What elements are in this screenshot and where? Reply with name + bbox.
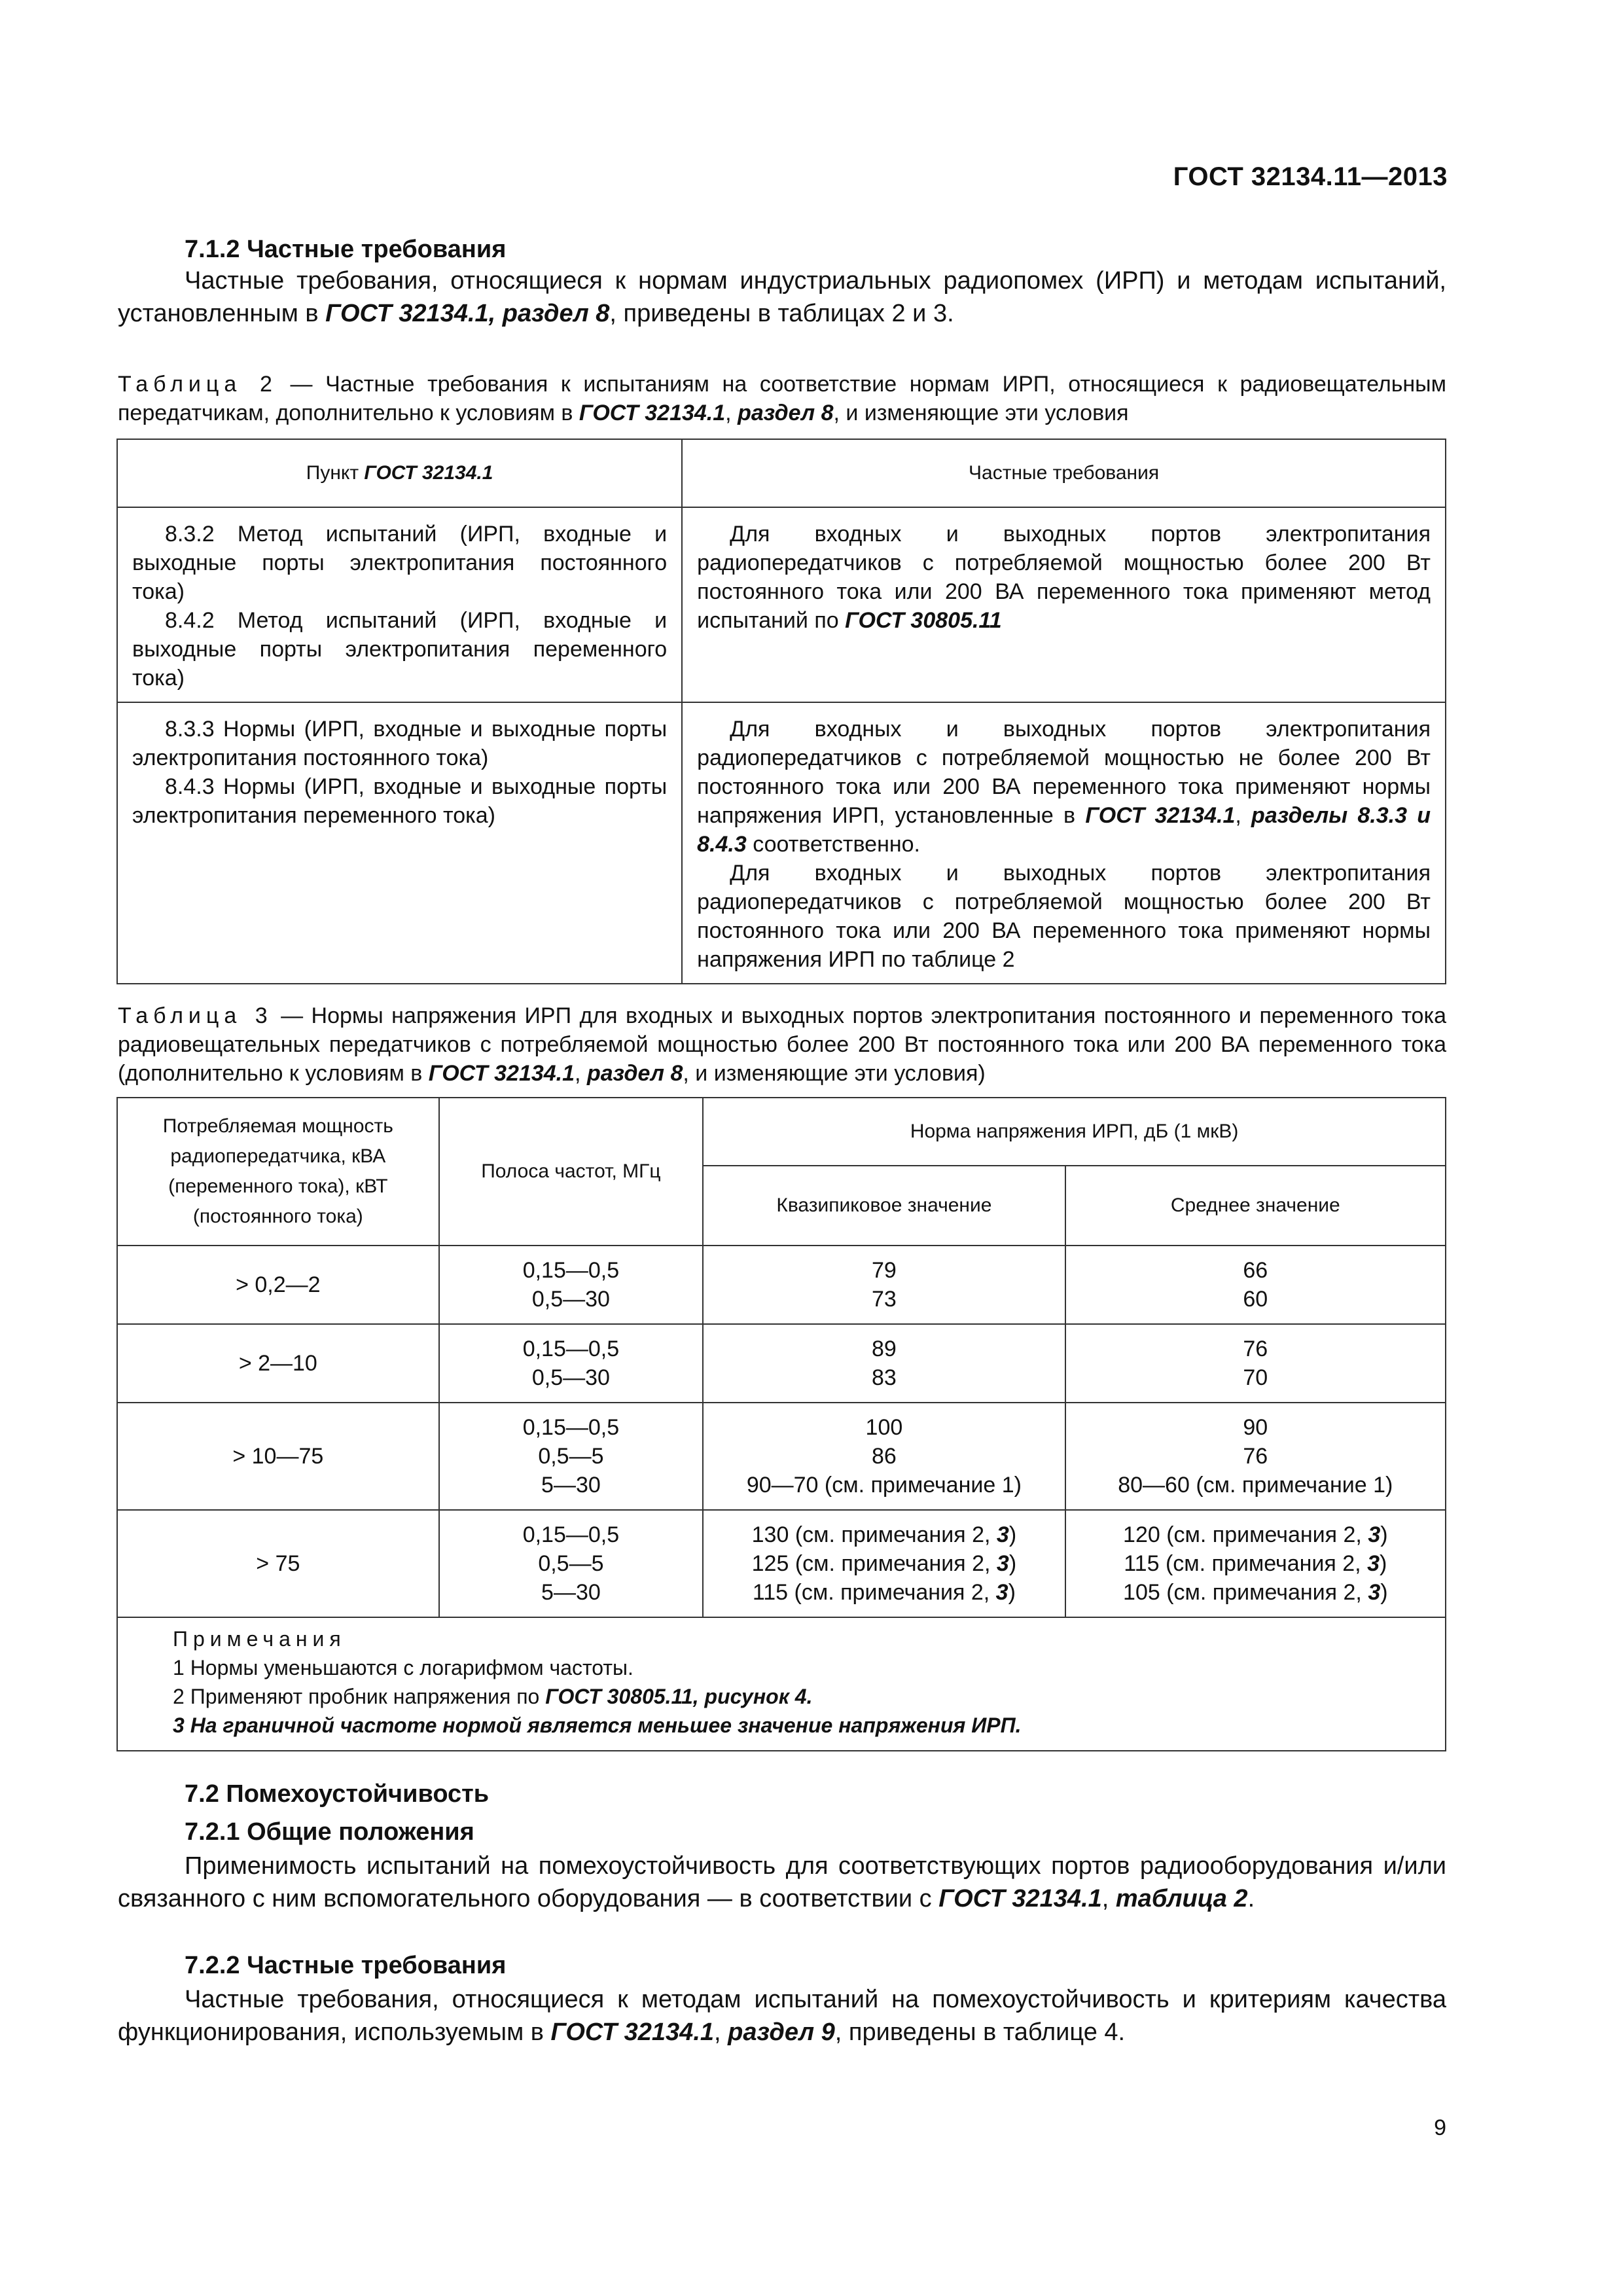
table-row [117, 1403, 1446, 1510]
caption-text: — Частные требования к испытаниям на соответствие нормам ИРП, относящиеся к радиовещательным передатчикам, дополнительно к условиям в [118, 372, 1446, 425]
cell-line [1073, 1520, 1438, 1549]
reference: ГОСТ 32134.1 [428, 1061, 575, 1086]
table-row [117, 1324, 1446, 1403]
cell-line: 5—30 [541, 1473, 601, 1498]
note-ref: 3 [995, 1580, 1008, 1605]
cell-text: 8.3.3 Нормы (ИРП, входные и выходные порты электропитания постоянного тока) [132, 717, 668, 770]
notes-title: Примечания [173, 1627, 346, 1651]
value: 115 [1124, 1551, 1160, 1576]
table-cell-average [1065, 1403, 1446, 1510]
reference: ГОСТ 32134.1 [1085, 803, 1236, 828]
cell-line: 0,15—0,5 [522, 1522, 620, 1547]
table-row [117, 702, 1446, 984]
paragraph-text: Применимость испытаний на помехоустойчивость для соответствующих портов радиооборудования и/или связанного с ним вспомогательного оборудования — в соответствии с [118, 1852, 1446, 1912]
caption-text: — Нормы напряжения ИРП для входных и выходных портов электропитания постоянного и переменного тока радиовещательных передатчиков с потребляемой мощностью более 200 Вт постоянного тока или 200 ВА переменного тока (дополнительно к условиям в [118, 1003, 1446, 1086]
cell-line [710, 1549, 1058, 1578]
cell-line: 89 [871, 1336, 897, 1361]
note-ref: 3 [1368, 1522, 1381, 1547]
section-heading-7-2-1: 7.2.1 Общие положения [185, 1818, 474, 1846]
table-cell-power: > 10—75 [117, 1403, 439, 1510]
paragraph-text: , [714, 2018, 728, 2046]
reference: раздел 8 [586, 1061, 683, 1086]
column-header-clause [117, 439, 682, 507]
table-header-row [117, 1098, 1446, 1166]
caption-text: , [725, 401, 738, 425]
cell-line [1073, 1578, 1438, 1607]
paragraph-text: , [1101, 1885, 1116, 1912]
column-header-requirements: Частные требования [682, 439, 1446, 507]
table-2-caption [118, 370, 1446, 427]
note-text: 2 Применяют пробник напряжения по [173, 1685, 546, 1708]
cell-text-part: Для входных и выходных портов электропитания радиопередатчиков с потребляемой мощностью не более 200 Вт постоянного тока или 200 ВА переменного тока применяют нормы напряжения ИРП, установленные в [697, 717, 1431, 828]
table-cell-quasipeak [703, 1324, 1065, 1403]
table-cell-power: > 2—10 [117, 1324, 439, 1403]
caption-text: , и изменяющие эти условия [833, 401, 1129, 425]
paragraph-text: , приведены в таблицах 2 и 3. [609, 300, 954, 327]
value: 120 [1123, 1522, 1160, 1547]
table-cell-clause [117, 507, 682, 702]
note-text: ) [1379, 1551, 1387, 1576]
table-cell-power: > 75 [117, 1510, 439, 1617]
cell-line: 90—70 (см. примечание 1) [746, 1473, 1022, 1498]
table-3 [116, 1097, 1446, 1751]
section-heading-7-1-2: 7.1.2 Частные требования [185, 236, 507, 263]
note-text: ) [1008, 1551, 1017, 1576]
table-cell-clause [117, 702, 682, 984]
cell-line: 83 [871, 1365, 897, 1390]
cell-line: 0,15—0,5 [522, 1336, 620, 1361]
column-header-average: Среднее значение [1065, 1166, 1446, 1246]
paragraph-text: . [1247, 1885, 1255, 1912]
note-ref: 3 [1368, 1580, 1381, 1605]
table-cell-band [439, 1246, 704, 1324]
cell-text: 8.4.3 Нормы (ИРП, входные и выходные порты электропитания переменного тока) [132, 774, 668, 828]
reference: разделы 8.3.3 и 8.4.3 [697, 803, 1431, 857]
table-row [117, 1246, 1446, 1324]
table-cell-quasipeak [703, 1246, 1065, 1324]
cell-text [697, 715, 1431, 859]
note-text: (см. примечания 2, [1166, 1522, 1368, 1547]
cell-line: 0,15—0,5 [522, 1258, 620, 1283]
reference: ГОСТ 32134.1, раздел 8 [325, 300, 610, 327]
reference: ГОСТ 32134.1 [579, 401, 726, 425]
note-1: 1 Нормы уменьшаются с логарифмом частоты. [173, 1656, 633, 1679]
cell-line: 66 [1243, 1258, 1268, 1283]
cell-line: 0,5—5 [538, 1551, 604, 1576]
reference: ГОСТ 30805.11 [845, 608, 1002, 633]
table-cell-quasipeak [703, 1403, 1065, 1510]
cell-text-part: , [1235, 803, 1252, 828]
table-cell-average [1065, 1510, 1446, 1617]
note-ref: 3 [996, 1551, 1009, 1576]
caption-text: , и изменяющие эти условия) [683, 1061, 986, 1086]
note-ref: 3 [996, 1522, 1009, 1547]
table-cell-band [439, 1510, 704, 1617]
document-id-header: ГОСТ 32134.11—2013 [1173, 162, 1448, 191]
reference: ГОСТ 32134.1 [938, 1885, 1102, 1912]
cell-text-part: соответственно. [746, 832, 920, 857]
note-text: (см. примечания 2, [1165, 1551, 1368, 1576]
table-label: Таблица 3 [118, 1003, 273, 1028]
reference: таблица 2 [1115, 1885, 1248, 1912]
table-label: Таблица 2 [118, 372, 277, 397]
cell-text-part: Для входных и выходных портов электропитания радиопередатчиков с потребляемой мощностью более 200 Вт постоянного тока или 200 ВА переменного тока применяют метод испытаний по [697, 522, 1431, 633]
caption-text: , [575, 1061, 587, 1086]
value: 105 [1123, 1580, 1160, 1605]
table-cell-power: > 0,2—2 [117, 1246, 439, 1324]
note-text: (см. примечания 2, [794, 1522, 997, 1547]
note-text: ) [1008, 1522, 1017, 1547]
cell-text: 8.4.2 Метод испытаний (ИРП, входные и выходные порты электропитания переменного тока) [132, 608, 668, 691]
cell-line: 0,5—30 [531, 1287, 610, 1312]
note-text: ) [1380, 1522, 1388, 1547]
table-3-caption [118, 1001, 1446, 1088]
value: 125 [751, 1551, 789, 1576]
table-cell-quasipeak [703, 1510, 1065, 1617]
note-text: (см. примечания 2, [794, 1580, 996, 1605]
reference: ГОСТ 32134.1 [550, 2018, 715, 2046]
cell-line: 0,5—5 [538, 1444, 604, 1469]
reference: ГОСТ 32134.1 [364, 462, 493, 484]
value: 130 [751, 1522, 789, 1547]
cell-text: Для входных и выходных портов электропитания радиопередатчиков с потребляемой мощностью более 200 Вт постоянного тока или 200 ВА переменного тока применяют нормы напряжения ИРП по таблице 2 [697, 861, 1431, 972]
reference: раздел 8 [738, 401, 834, 425]
reference: ГОСТ 30805.11, рисунок 4. [545, 1685, 813, 1708]
column-header-quasipeak: Квазипиковое значение [703, 1166, 1065, 1246]
table-cell-requirement [682, 702, 1446, 984]
header-text: Пункт [306, 462, 365, 484]
table-notes [117, 1617, 1446, 1751]
cell-line: 76 [1243, 1444, 1268, 1469]
cell-line: 90 [1243, 1415, 1268, 1440]
section-heading-7-2: 7.2 Помехоустойчивость [185, 1780, 490, 1808]
section-7-2-2-paragraph [118, 1983, 1446, 2049]
cell-line: 0,15—0,5 [522, 1415, 620, 1440]
column-header-power: Потребляемая мощность радиопередатчика, кВА (переменного тока), кВТ (постоянного тока) [117, 1098, 439, 1246]
cell-line: 79 [871, 1258, 897, 1283]
cell-line: 76 [1243, 1336, 1268, 1361]
page-number: 9 [1434, 2115, 1446, 2140]
value: 115 [752, 1580, 789, 1605]
paragraph-text: Частные требования, относящиеся к нормам индустриальных радиопомех (ИРП) и методам испытаний, установленным в [118, 267, 1446, 327]
section-7-1-2-paragraph [118, 264, 1446, 330]
note-text: ) [1380, 1580, 1388, 1605]
note-3: 3 На граничной частоте нормой является меньшее значение напряжения ИРП. [173, 1713, 1022, 1737]
note-2 [173, 1682, 1419, 1711]
table-cell-band [439, 1324, 704, 1403]
cell-line: 60 [1243, 1287, 1268, 1312]
note-text: (см. примечания 2, [1166, 1580, 1368, 1605]
table-cell-requirement [682, 507, 1446, 702]
column-header-norm: Норма напряжения ИРП, дБ (1 мкВ) [703, 1098, 1446, 1166]
table-2 [116, 439, 1446, 984]
paragraph-text: Частные требования, относящиеся к методам испытаний на помехоустойчивость и критериям качества функционирования, используемым в [118, 1986, 1446, 2046]
table-row [117, 507, 1446, 702]
table-header-row [117, 439, 1446, 507]
cell-line: 5—30 [541, 1580, 601, 1605]
section-heading-7-2-2: 7.2.2 Частные требования [185, 1952, 507, 1979]
cell-line [710, 1578, 1058, 1607]
cell-text: 8.3.2 Метод испытаний (ИРП, входные и выходные порты электропитания постоянного тока) [132, 522, 668, 604]
note-text: (см. примечания 2, [794, 1551, 997, 1576]
reference: раздел 9 [728, 2018, 835, 2046]
cell-line: 70 [1243, 1365, 1268, 1390]
table-cell-average [1065, 1324, 1446, 1403]
table-notes-row [117, 1617, 1446, 1751]
table-cell-band [439, 1403, 704, 1510]
cell-line: 73 [871, 1287, 897, 1312]
paragraph-text: , приведены в таблице 4. [834, 2018, 1126, 2046]
cell-line: 0,5—30 [531, 1365, 610, 1390]
cell-line: 80—60 (см. примечание 1) [1118, 1473, 1393, 1498]
cell-text [697, 520, 1431, 635]
note-ref: 3 [1367, 1551, 1380, 1576]
note-text: ) [1008, 1580, 1016, 1605]
column-header-band: Полоса частот, МГц [439, 1098, 704, 1246]
cell-line [1073, 1549, 1438, 1578]
cell-line: 100 [865, 1415, 903, 1440]
cell-line: 86 [871, 1444, 897, 1469]
table-row [117, 1510, 1446, 1617]
section-7-2-1-paragraph [118, 1850, 1446, 1915]
table-cell-average [1065, 1246, 1446, 1324]
cell-line [710, 1520, 1058, 1549]
